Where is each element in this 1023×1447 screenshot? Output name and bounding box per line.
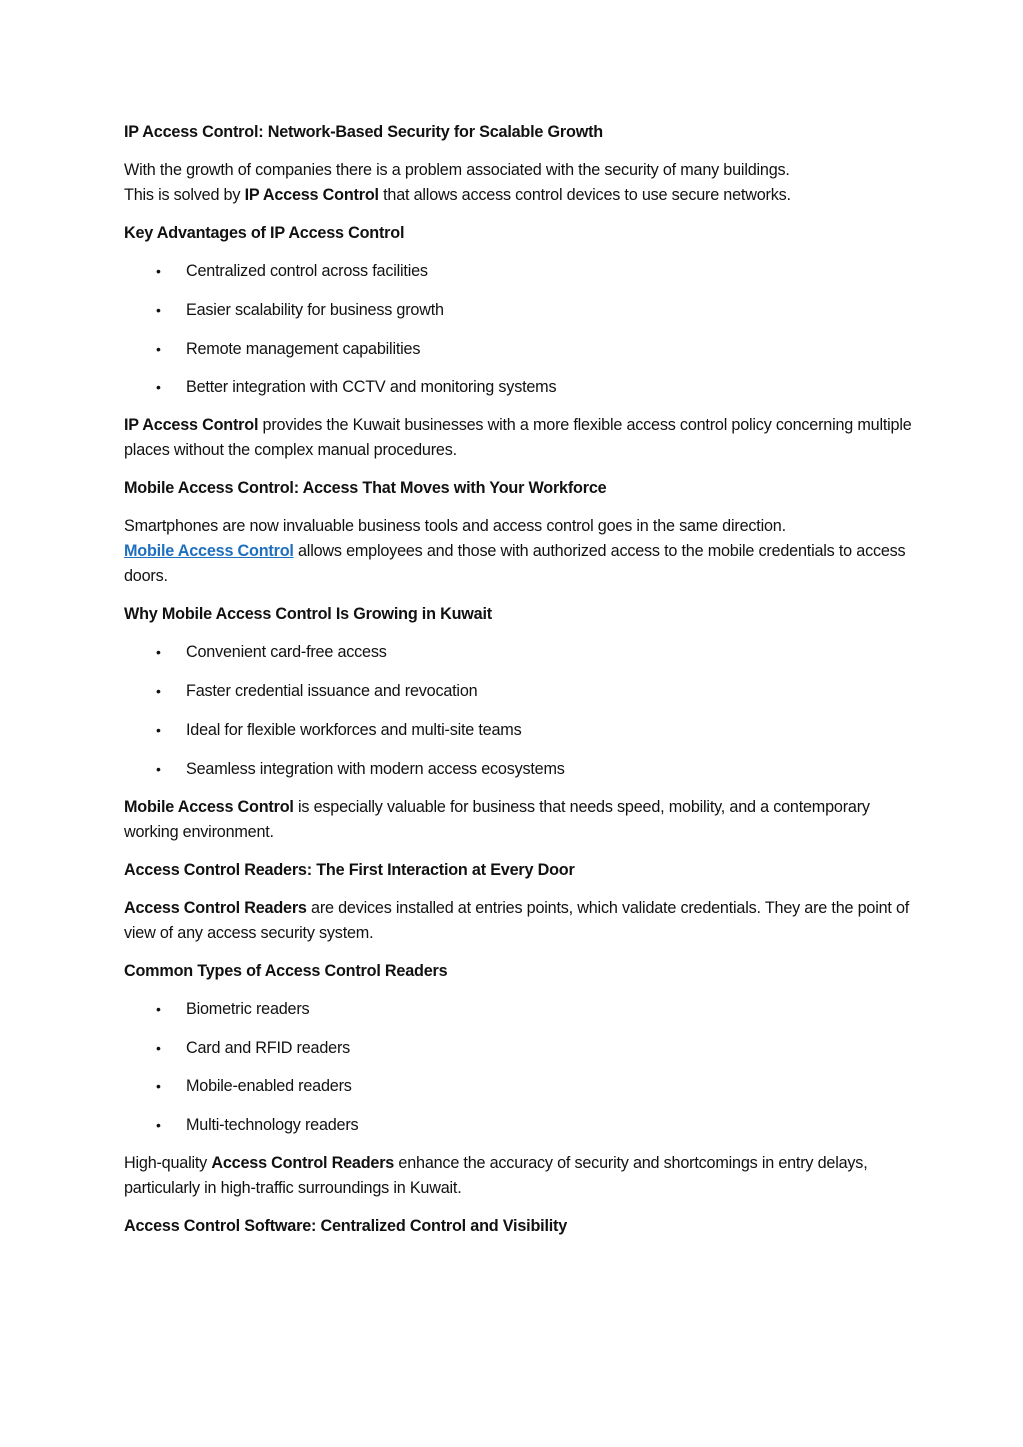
bullet-icon: • (156, 1078, 161, 1095)
bullet-icon: • (156, 683, 161, 700)
bold-term: Mobile Access Control (124, 797, 294, 816)
section-heading-ip-access: IP Access Control: Network-Based Security for Scalable Growth (124, 123, 603, 141)
bold-term: Access Control Readers (124, 898, 307, 917)
bullet-icon: • (156, 760, 161, 777)
paragraph-mobile-closing: Mobile Access Control is especially valuable for business that needs speed, mobility, and a contemporary working environment. (124, 797, 870, 841)
paragraph-readers-intro: Access Control Readers are devices installed at entries points, which validate credentials. They are the point of view of any access security system. (124, 898, 910, 942)
bullet-icon: • (156, 379, 161, 396)
list-item: • Easier scalability for business growth (124, 298, 914, 323)
document-page (124, 120, 914, 1239)
section-heading-mobile-access: Mobile Access Control: Access That Moves with Your Workforce (124, 479, 607, 498)
bullet-icon: • (156, 340, 161, 357)
bullet-icon: • (156, 1117, 161, 1134)
paragraph-ip-intro: With the growth of companies there is a problem associated with the security of many buildings. This is solved by IP Access Control that allows access control devices to use secure networks. (124, 161, 791, 204)
bold-term: IP Access Control (244, 186, 379, 204)
list-item: • Better integration with CCTV and monitoring systems (124, 375, 914, 400)
list-item: • Remote management capabilities (124, 337, 914, 362)
bullet-icon: • (156, 721, 161, 738)
bullet-list-mobile-reasons (124, 640, 914, 781)
bullet-list-reader-types (124, 997, 914, 1138)
bullet-list-ip-advantages (124, 259, 914, 400)
list-item: • Biometric readers (124, 997, 914, 1022)
bullet-icon: • (156, 301, 161, 318)
paragraph-ip-closing: IP Access Control provides the Kuwait businesses with a more flexible access control policy concerning multiple places without the complex manual procedures. (124, 416, 912, 460)
bullet-icon: • (156, 1000, 161, 1017)
subheading-why-mobile: Why Mobile Access Control Is Growing in Kuwait (124, 605, 492, 624)
list-item: • Centralized control across facilities (124, 259, 914, 284)
section-heading-readers: Access Control Readers: The First Interaction at Every Door (124, 860, 575, 879)
list-item: • Seamless integration with modern access ecosystems (124, 757, 914, 782)
bold-term: IP Access Control (124, 416, 259, 435)
mobile-access-control-link[interactable]: Mobile Access Control (124, 542, 294, 561)
paragraph-readers-closing: High-quality Access Control Readers enhance the accuracy of security and shortcomings in entry delays, particularly in high-traffic surroundings in Kuwait. (124, 1154, 868, 1198)
subheading-reader-types: Common Types of Access Control Readers (124, 961, 448, 980)
bullet-icon: • (156, 263, 161, 279)
section-heading-software: Access Control Software: Centralized Control and Visibility (124, 1217, 568, 1236)
list-item: • Ideal for flexible workforces and multi-site teams (124, 718, 914, 743)
subheading-key-advantages: Key Advantages of IP Access Control (124, 224, 405, 242)
list-item: • Multi-technology readers (124, 1113, 914, 1138)
paragraph-mobile-intro: Smartphones are now invaluable business tools and access control goes in the same direction. Mobile Access Control allows employees and those with authorized access to the mobile credentials to access doors. (124, 517, 906, 586)
bold-term: Access Control Readers (211, 1154, 395, 1173)
bullet-icon: • (156, 644, 161, 661)
list-item: • Faster credential issuance and revocation (124, 679, 914, 704)
list-item: • Mobile-enabled readers (124, 1074, 914, 1099)
list-item: • Card and RFID readers (124, 1036, 914, 1061)
list-item: • Convenient card-free access (124, 640, 914, 665)
bullet-icon: • (156, 1039, 161, 1056)
